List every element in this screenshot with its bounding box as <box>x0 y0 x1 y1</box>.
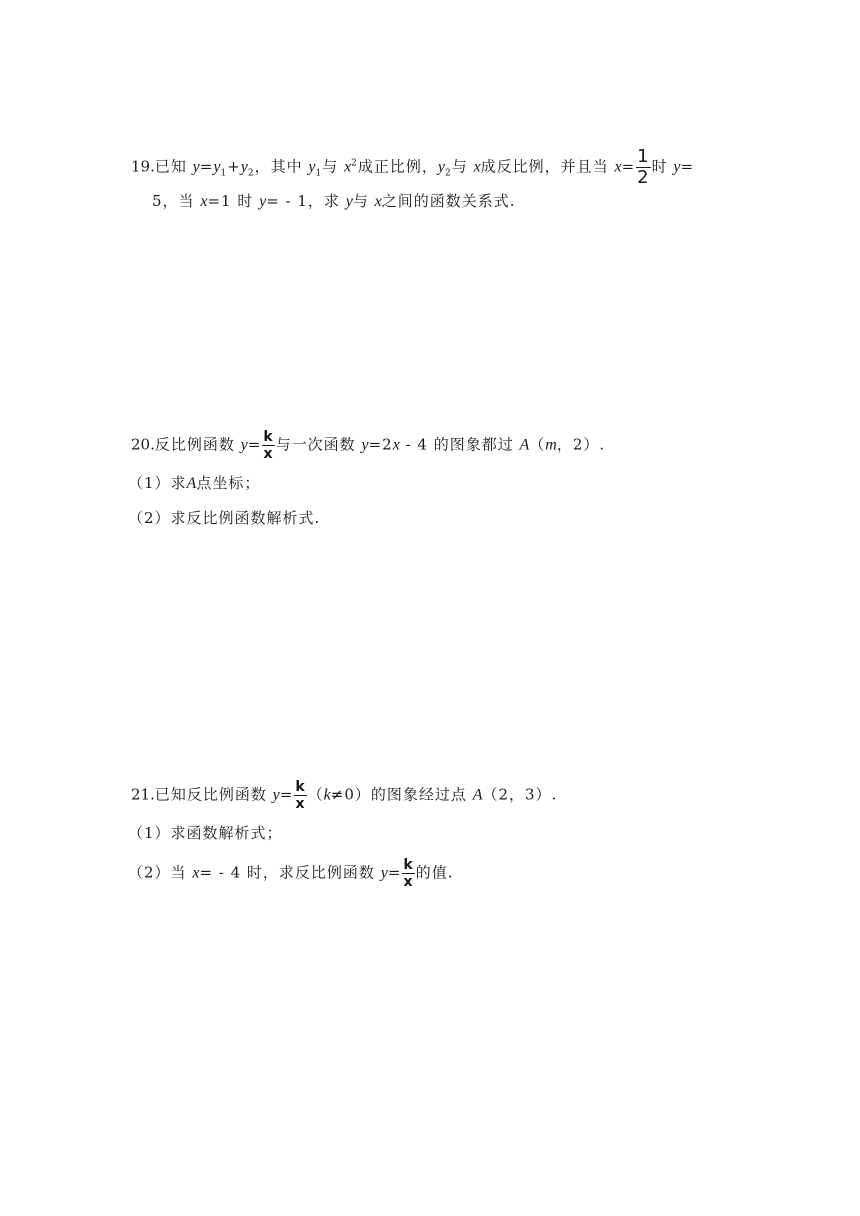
q20-line-1: 20.反比例函数 y= $\frac{k}{x}$ 与一次函数 y=2x - 4 的图象都过 A（m，2）. <box>131 429 606 462</box>
q20-number: 20. <box>131 435 155 454</box>
q20-fraction: $\frac{k}{x}$ <box>263 429 274 462</box>
q20-sub-1: （1）求A点坐标； <box>128 474 261 492</box>
q19-line-1: 19.已知 $y=y_1+y_2$，其中 $y_1$与 $x^2$成正比例，$y_2$与 x成反比例，并且当 x= $\frac{1}{2}$ 时 y= <box>131 146 695 188</box>
q19-number: 19. <box>131 157 155 176</box>
q19-fraction: $\frac{1}{2}$ <box>637 146 650 188</box>
q19-line-2: 5，当 x=1 时 y= - 1，求 y与 x之间的函数关系式. <box>152 192 516 210</box>
q21-line-1: 21.已知反比例函数 y= $\frac{k}{x}$ （k≠0）的图象经过点 A（2，3）. <box>131 779 558 812</box>
q21-sub-1: （1）求函数解析式； <box>128 824 283 842</box>
q21-sub-2: （2）当 x= - 4 时，求反比例函数 y= $\frac{k}{x}$ 的值. <box>128 857 454 890</box>
q20-sub-2: （2）求反比例函数解析式. <box>128 509 321 527</box>
q21-sub2-fraction: $\frac{k}{x}$ <box>403 857 414 890</box>
q21-fraction: $\frac{k}{x}$ <box>295 779 306 812</box>
q21-number: 21. <box>131 785 155 804</box>
